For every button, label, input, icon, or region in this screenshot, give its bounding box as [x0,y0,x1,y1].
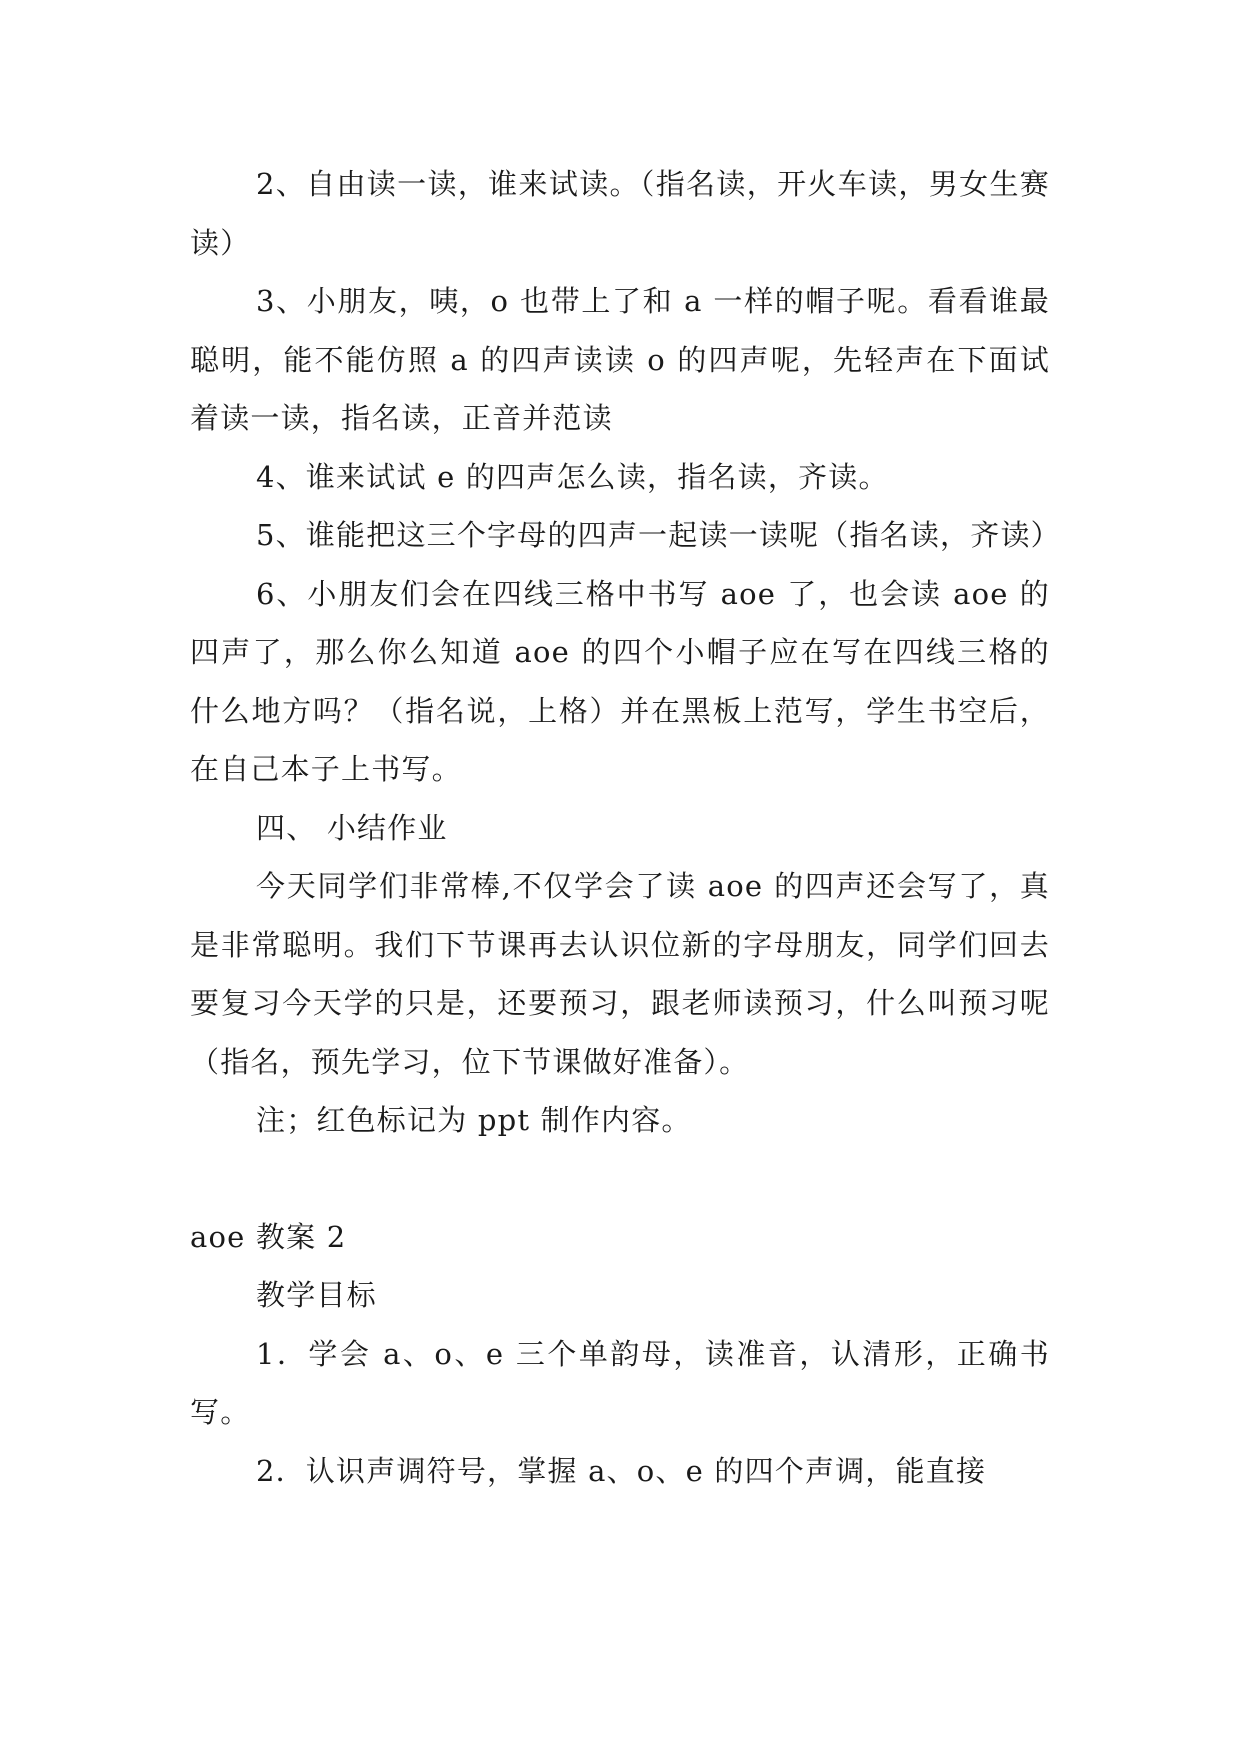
goal-item-1: 1．学会 a、o、e 三个单韵母，读准音，认清形，正确书写。 [190,1336,1050,1429]
paragraph-step-3: 3、小朋友，咦，o 也带上了和 a 一样的帽子呢。看看谁最聪明，能不能仿照 a 的四声读读 o 的四声呢，先轻声在下面试着读一读，指名读，正音并范读 [190,284,1050,435]
section-heading-summary: 四、 小结作业 [256,810,448,845]
paragraph-step-6: 6、小朋友们会在四线三格中书写 aoe 了，也会读 aoe 的四声了，那么你么知道 aoe 的四个小帽子应在写在四线三格的什么地方吗？（指名说，上格）并在黑板上范写，学生书空后，在自己本子上书写。 [190,576,1050,786]
document-body [190,155,1061,1500]
paragraph-step-5: 5、谁能把这三个字母的四声一起读一读呢（指名读，齐读） [256,518,1061,552]
goal-item-2: 2．认识声调符号，掌握 a、o、e 的四个声调，能直接 [256,1453,987,1488]
section-spacer [190,1150,1050,1208]
paragraph-step-2: 2、自由读一读，谁来试读。（指名读，开火车读，男女生赛读） [190,167,1050,260]
paragraph-step-4: 4、谁来试试 e 的四声怎么读，指名读，齐读。 [256,459,889,494]
lesson-title: aoe 教案 2 [190,1219,347,1254]
heading-teaching-goals: 教学目标 [256,1278,377,1312]
paragraph-note: 注；红色标记为 ppt 制作内容。 [256,1103,692,1137]
paragraph-summary: 今天同学们非常棒,不仅学会了读 aoe 的四声还会写了，真是非常聪明。我们下节课再去认识位新的字母朋友，同学们回去要复习今天学的只是，还要预习，跟老师读预习，什么叫预习呢（指名，预先学习，位下节课做好准备）。 [190,869,1050,1079]
